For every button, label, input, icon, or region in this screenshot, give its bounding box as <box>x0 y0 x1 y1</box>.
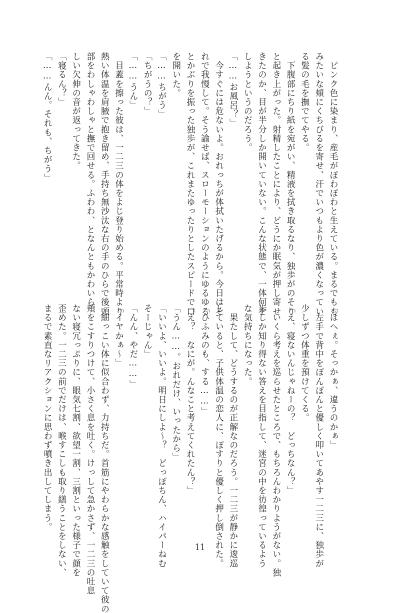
text-block-top: ピンク色に染まり、産毛がぽわぽわと生えている。まるでもも みたいな頬にくちびるを寄せ、汗でいつもより色が濃くなってい る髪の毛を撫でてやる。 下腹部にちり紙を宛がい、精液を拭き取るなり、独歩がのそり と起き上がった。射精したことにより、どうにか眠気が押し寄せ きたのか、目が半分しか開いていない。こんな状態で、一体何を しようというのだろう。 「……お風呂？」 今すぐには危ないよ。おれっちが体拭いたげるから。今日はそ れで我慢して。そう諭せば、スローモーションのようにゆるゆる とかぶりを振った独歩が、これまたゆったりとしたスピードで口 を開いた。 「……ちがう」 「ちがうの？」 「……うん」 目蓋を擦った彼は、一二三の体をよじ登り始める。平常時より 熱い体温を肩腋で抱き留め、手持ち無沙汰な右の手のひらで後頭 部をわしゃわしゃと撫で回せる。ふわわ、となんともかわいら しい欠伸の音が返ってきた。 「寝るん？」 「……んん。それも、ちがう」 <box>42 52 338 316</box>
page-number: 11 <box>194 543 206 552</box>
text-block-bottom: 「はへぇ。そっかぁ、違うのかぁ」 左手で背中をぽんぽんと優しく叩いてあやす一二三に、独歩が 少しずつ体重を預けてくる。 「え、寝ないんじゃねーの？ どっちなん？」 いくら考えを巡らせたところで、もちろんわかりようがない。独 歩しか知り得ない答えを目指して、迷宮の中を彷徨っているよう な気持ちになった。 果たして、どうするのが正解なのだろう。一二三が静かに逡巡 していると、子供体温の恋人に、ぽすりと優しく押し倒された。 「ひふみのも、する……」 「え？ なにが。んなこと考えてくれたん？」 「うん……。おれだけ、いったから」 「いいよ、いいよ。明日にしよ～？ どっぽちん、ハイパーねむ そーじゃん」 「んん、やだ……」 「イヤかぁ～」 細っこい体に似合わず、力持ちだ。首筋にやわらかな感触をしていて彼の 頬をこすりつけて、小さく息を吐く。けっして急かさず、一二三の吐息 ない寝冗っぷりに、眼気七割、欲望一割、三割といった様子で顔を 歪めた。一二三の前でだけは、喉すこしも取り繕うことをしない、 まるで素直なリアクションに思わず噴き出してしまう。 <box>42 304 338 613</box>
